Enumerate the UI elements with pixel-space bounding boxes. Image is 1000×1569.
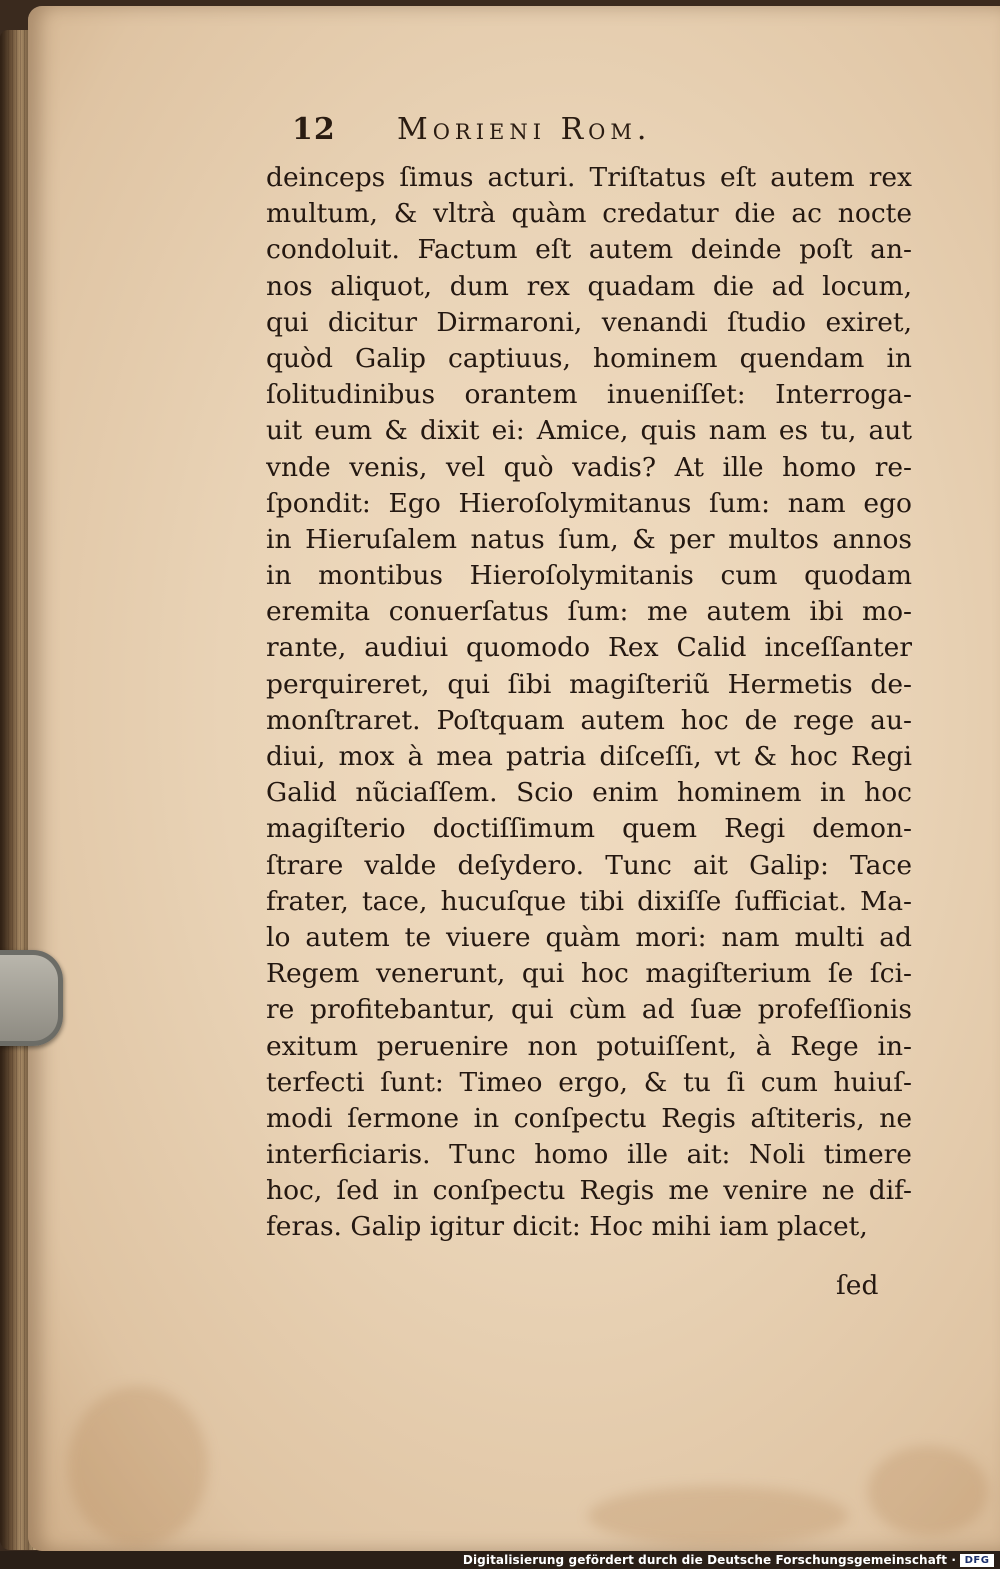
- text-line: ſpondit: Ego Hieroſolymitanus ſum: nam ego: [266, 487, 912, 519]
- text-line: perquireret, qui ſibi magiſteriũ Hermetis de-: [266, 668, 912, 700]
- running-title: Morieni Rom.: [397, 112, 652, 147]
- page-stain: [588, 1486, 848, 1546]
- text-line: Galid nũciaſſem. Scio enim hominem in hoc: [266, 777, 912, 809]
- page-stain: [868, 1446, 988, 1536]
- text-line: multum, & vltrà quàm credatur die ac nocte: [266, 198, 912, 230]
- text-line: re profitebantur, qui cùm ad ſuæ profeſſionis: [266, 994, 912, 1026]
- text-line: eremita conuerſatus ſum: me autem ibi mo-: [266, 596, 912, 628]
- text-line: rante, audiui quomodo Rex Calid inceſſanter: [266, 632, 912, 664]
- text-line: modi ſermone in conſpectu Regis aſtiteris, ne: [266, 1102, 912, 1134]
- text-line: qui dicitur Dirmaroni, venandi ſtudio exiret,: [266, 306, 912, 338]
- dfg-logo: DFG: [960, 1554, 994, 1567]
- text-line: quòd Galip captiuus, hominem quendam in: [266, 342, 912, 374]
- text-line: ſtrare valde deſydero. Tunc ait Galip: Tace: [266, 849, 912, 881]
- funding-credit: Digitalisierung gefördert durch die Deutsche Forschungsgemeinschaft ·: [462, 1553, 956, 1567]
- book-clasp: [0, 950, 63, 1046]
- text-line: magiſterio doctiſſimum quem Regi demon-: [266, 813, 912, 845]
- text-line: terfecti ſunt: Timeo ergo, & tu ſi cum huiuſ-: [266, 1066, 912, 1098]
- body-text: [266, 160, 912, 1246]
- text-line: Regem venerunt, qui hoc magiſterium ſe ſci-: [266, 958, 912, 990]
- page-stain: [68, 1386, 208, 1546]
- text-line: ſolitudinibus orantem inueniſſet: Interroga-: [266, 379, 912, 411]
- catchword: ſed: [836, 1270, 879, 1301]
- text-line: deinceps ſimus acturi. Triſtatus eſt autem rex: [266, 162, 912, 193]
- text-line: feras. Galip igitur dicit: Hoc mihi iam placet,: [266, 1211, 868, 1243]
- text-line: monſtraret. Poſtquam autem hoc de rege au-: [266, 704, 912, 736]
- text-line: interficiaris. Tunc homo ille ait: Noli timere: [266, 1139, 912, 1171]
- text-line: condoluit. Factum eſt autem deinde poſt an-: [266, 234, 912, 266]
- text-line: exitum peruenire non potuiſſent, à Rege in-: [266, 1030, 912, 1062]
- text-line: diui, mox à mea patria diſceſſi, vt & hoc Regi: [266, 741, 912, 772]
- text-line: in Hieruſalem natus ſum, & per multos annos: [266, 523, 912, 555]
- page-number: 12: [292, 112, 336, 147]
- text-line: in montibus Hieroſolymitanis cum quodam: [266, 560, 912, 592]
- text-line: hoc, ſed in conſpectu Regis me venire ne dif-: [266, 1175, 912, 1207]
- text-line: nos aliquot, dum rex quadam die ad locum,: [266, 270, 912, 302]
- text-line: frater, tace, hucuſque tibi dixiſſe ſufficiat. Ma-: [266, 885, 912, 917]
- text-line: lo autem te viuere quàm mori: nam multi ad: [266, 921, 912, 953]
- text-line: vnde venis, vel quò vadis? At ille homo re-: [266, 451, 912, 483]
- running-head: [292, 112, 812, 147]
- text-line: uit eum & dixit ei: Amice, quis nam es tu, aut: [266, 415, 912, 447]
